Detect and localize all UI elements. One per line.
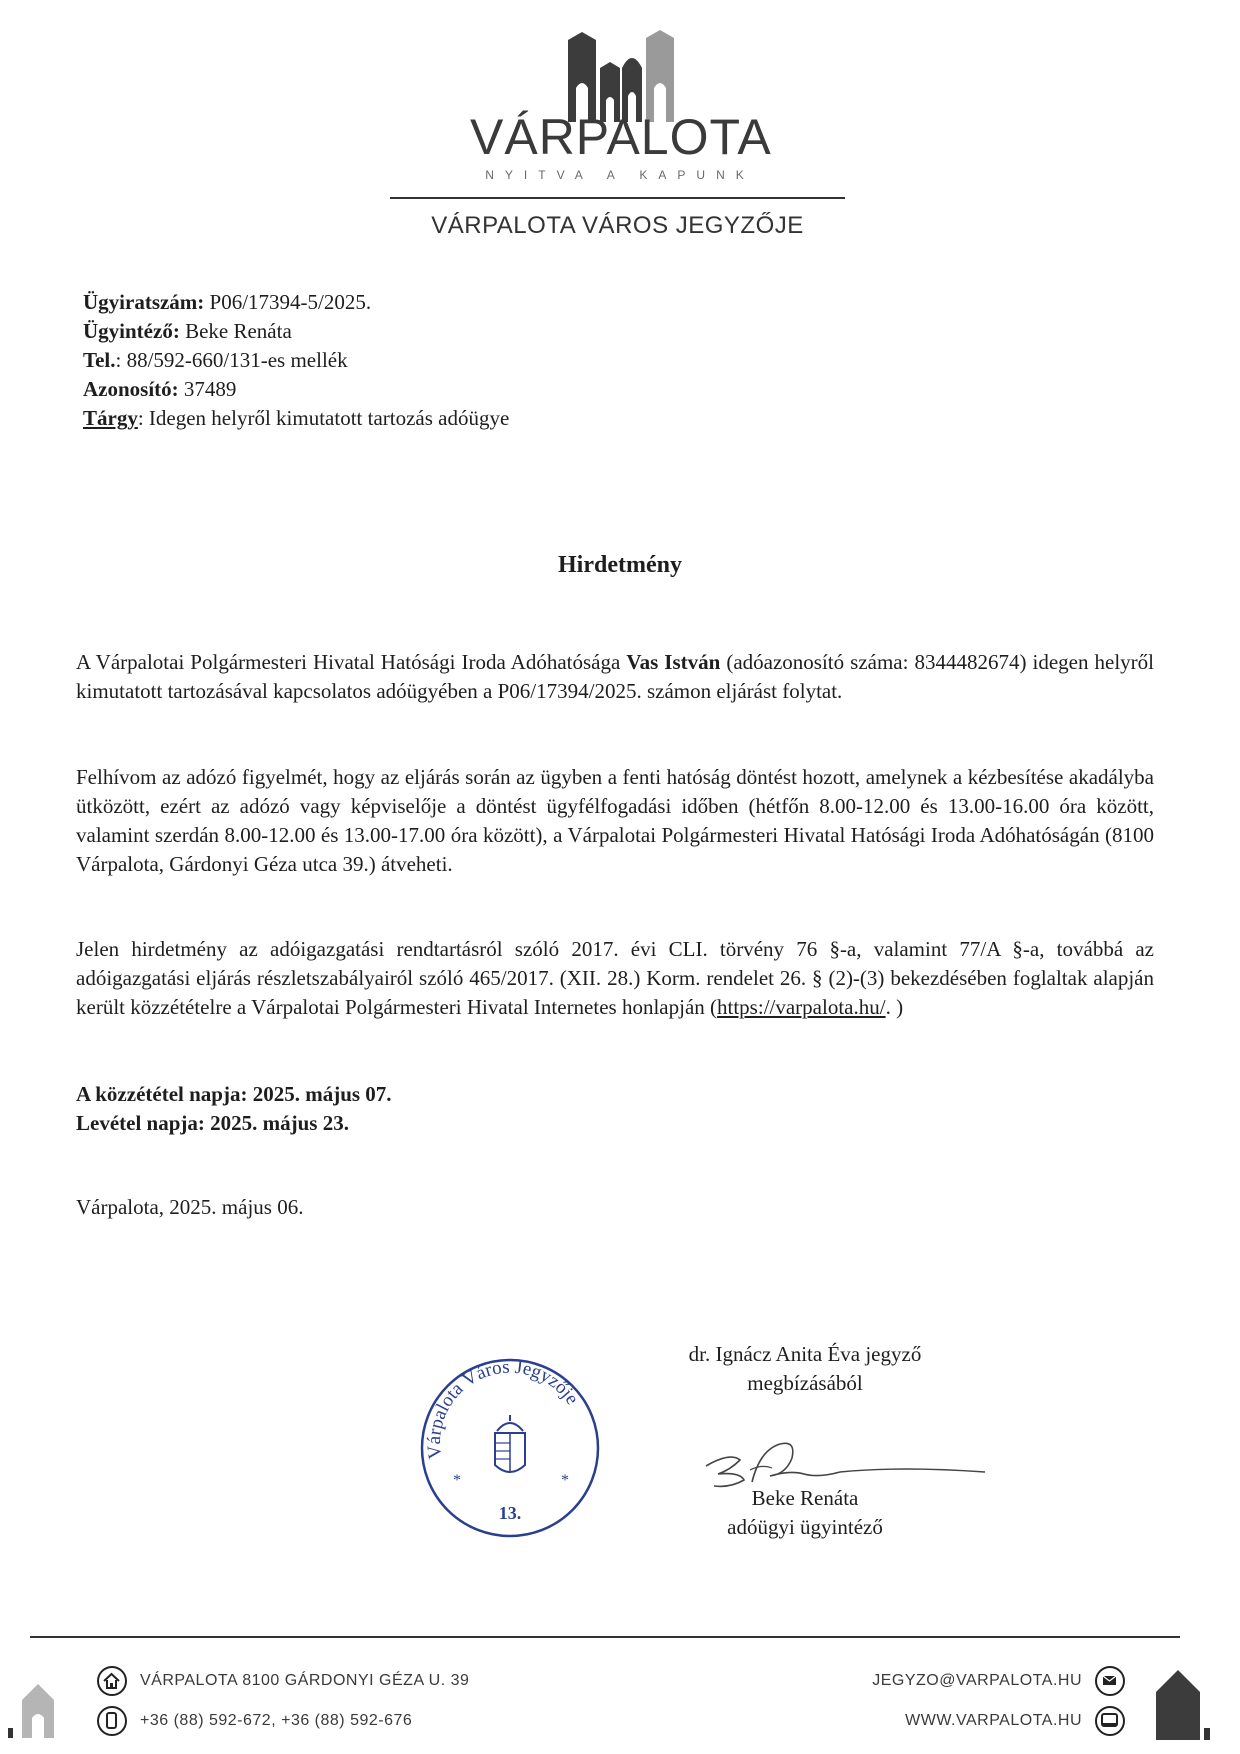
brand-tagline: NYITVA A KAPUNK — [485, 168, 755, 182]
house-left-icon — [8, 1668, 58, 1738]
removal-date: Levétel napja: 2025. május 23. — [76, 1111, 349, 1135]
on-behalf-line-1: dr. Ignácz Anita Éva jegyző — [688, 1342, 922, 1366]
stamp-text: Várpalota Város Jegyzője — [423, 1356, 583, 1461]
signer-title: adóügyi ügyintéző — [727, 1515, 883, 1539]
house-right-icon — [1152, 1662, 1212, 1740]
document-title: Hirdetmény — [558, 552, 682, 578]
brand-name: VÁRPALOTA — [470, 109, 772, 165]
signer-block — [640, 1484, 970, 1542]
publication-dates — [76, 1080, 392, 1138]
paragraph-3-text-b: . ) — [885, 995, 904, 1019]
footer-divider — [30, 1636, 1180, 1638]
id-value: 37489 — [183, 377, 237, 401]
on-behalf-block — [640, 1340, 970, 1398]
web-icon — [1095, 1706, 1125, 1736]
phone-row — [83, 346, 509, 375]
case-officer-row — [83, 317, 509, 346]
paragraph-1-text-b: (adóazonosító száma: 8344482674) idegen helyről kimutatott tartozásával kapcsolatos adóügyében a P06/17394/2025. számon eljárást folytat. — [76, 650, 1154, 703]
stamp-star-right: * — [561, 1472, 569, 1489]
office-name: VÁRPALOTA VÁROS JEGYZŐJE — [431, 212, 804, 239]
home-icon — [97, 1666, 127, 1696]
taxpayer-name: Vas István — [626, 650, 721, 674]
published-date: A közzététel napja: 2025. május 07. — [76, 1082, 392, 1106]
stamp-star-left: * — [453, 1472, 461, 1489]
stamp-number: 13. — [498, 1503, 522, 1523]
subject-label: Tárgy — [83, 406, 138, 430]
case-officer-label: Ügyintéző: — [83, 319, 180, 343]
file-number-label: Ügyiratszám: — [83, 290, 205, 314]
subject-row — [83, 404, 509, 433]
place-and-date: Várpalota, 2025. május 06. — [76, 1195, 304, 1219]
file-number-row — [83, 288, 509, 317]
subject-value: : Idegen helyről kimutatott tartozás adóügye — [137, 406, 510, 430]
id-row — [83, 375, 509, 404]
file-number: P06/17394-5/2025. — [209, 290, 372, 314]
phone-value: : 88/592-660/131-es mellék — [115, 348, 348, 372]
footer-phone: +36 (88) 592-672, +36 (88) 592-676 — [140, 1712, 413, 1729]
case-officer: Beke Renáta — [185, 319, 292, 343]
id-label: Azonosító: — [83, 377, 179, 401]
signer-name: Beke Renáta — [751, 1486, 859, 1510]
header-divider — [390, 197, 845, 199]
website-link[interactable]: https://varpalota.hu/ — [717, 995, 886, 1019]
on-behalf-line-2: megbízásából — [747, 1371, 863, 1395]
coat-of-arms-icon — [495, 1415, 525, 1472]
paragraph-2: Felhívom az adózó figyelmét, hogy az eljárás során az ügyben a fenti hatóság döntést hozott, amelynek a kézbesítése akadályba ütközött, ezért az adózó vagy képviselője a döntést ügyfélfogadási időben (hétfőn 8.00-12.00 és 13.00-16.00 óra között, valamint szerdán 8.00-12.00 és 13.00-17.00 óra között), a Várpalotai Polgármesteri Hivatal Hatósági Iroda Adóhatóságán (8100 Várpalota, Gárdonyi Géza utca 39.) átveheti. — [76, 765, 1154, 876]
case-info — [83, 288, 509, 433]
paragraph-3-text-a: Jelen hirdetmény az adóigazgatási rendtartásról szóló 2017. évi CLI. törvény 76 §-a, valamint 77/A §-a, továbbá az adóigazgatási eljárás részletszabályairól szóló 465/2017. (XII. 28.) Korm. rendelet 26. § (2)-(3) bekezdésében foglaltak alapján került közzétételre a Várpalotai Polgármesteri Hivatal Internetes honlapján ( — [76, 937, 1154, 1019]
paragraph-3 — [76, 935, 1154, 1022]
footer-website[interactable]: WWW.VARPALOTA.HU — [905, 1712, 1082, 1729]
phone-icon — [97, 1706, 127, 1736]
official-stamp — [415, 1353, 605, 1543]
paragraph-1-text-a: A Várpalotai Polgármesteri Hivatal Hatósági Iroda Adóhatósága — [76, 650, 627, 674]
footer-address: VÁRPALOTA 8100 GÁRDONYI GÉZA U. 39 — [140, 1672, 470, 1689]
paragraph-1 — [76, 648, 1154, 706]
mail-icon — [1095, 1666, 1125, 1696]
footer-email[interactable]: JEGYZO@VARPALOTA.HU — [872, 1672, 1082, 1689]
phone-label: Tel. — [83, 348, 116, 372]
